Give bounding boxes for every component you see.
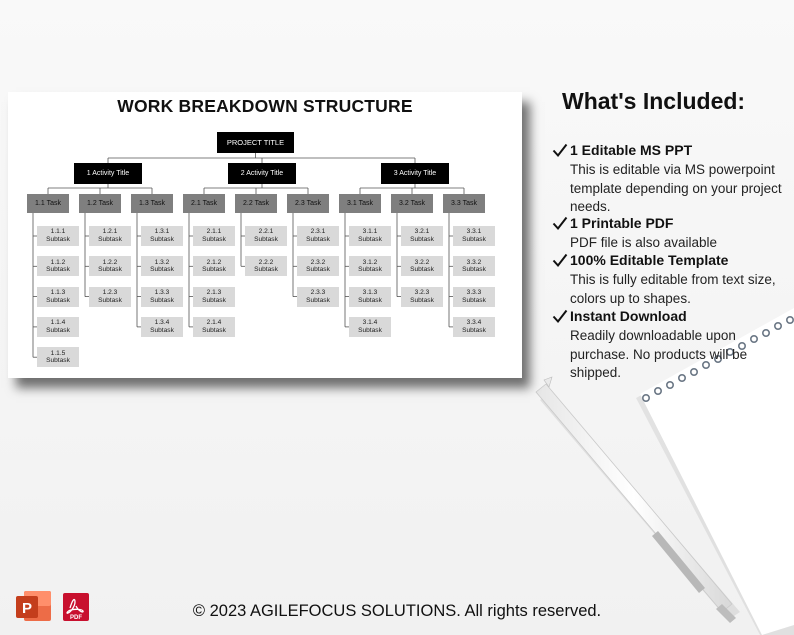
feature-description: This is fully editable from text size, colors up to shapes. bbox=[570, 272, 776, 306]
checkmark-icon bbox=[552, 308, 568, 324]
subtask-box bbox=[37, 347, 79, 367]
subtask-box bbox=[453, 226, 495, 246]
checkmark-icon bbox=[552, 142, 568, 158]
subtask-label: Subtask bbox=[46, 266, 70, 274]
subtask-label: Subtask bbox=[358, 236, 382, 243]
svg-text:P: P bbox=[21, 600, 33, 617]
subtask-label: Subtask bbox=[202, 296, 226, 304]
subtask-label: Subtask bbox=[462, 266, 486, 274]
subtask-box bbox=[193, 256, 235, 276]
subtask-label: Subtask bbox=[306, 266, 330, 274]
wbs-slide-preview bbox=[8, 92, 522, 378]
subtask-label: Subtask bbox=[254, 236, 278, 243]
subtask-box bbox=[37, 256, 79, 276]
subtask-box bbox=[349, 287, 391, 307]
feature-description: Readily downloadable upon purchase. No products will be shipped. bbox=[570, 328, 748, 380]
subtask-number: 3.1.2 bbox=[362, 258, 378, 266]
subtask-box bbox=[193, 317, 235, 337]
subtask-box bbox=[401, 226, 443, 246]
subtask-box bbox=[401, 256, 443, 276]
subtask-label: Subtask bbox=[462, 236, 486, 243]
subtask-number: 1.1.2 bbox=[50, 258, 66, 266]
subtask-label: Subtask bbox=[98, 266, 122, 274]
subtask-box bbox=[453, 287, 495, 307]
subtask-label: Subtask bbox=[150, 326, 174, 334]
subtask-box bbox=[141, 317, 183, 337]
subtask-number: 2.2.1 bbox=[258, 228, 274, 236]
subtask-label: Subtask bbox=[202, 326, 226, 334]
task-box: 3.1 Task bbox=[339, 194, 381, 213]
subtask-label: Subtask bbox=[306, 296, 330, 304]
subtask-number: 3.1.1 bbox=[362, 228, 378, 236]
subtask-number: 2.3.1 bbox=[310, 228, 326, 236]
subtask-box bbox=[89, 226, 131, 246]
subtask-number: 1.2.2 bbox=[102, 258, 118, 266]
subtask-label: Subtask bbox=[358, 326, 382, 334]
task-box: 1.2 Task bbox=[79, 194, 121, 213]
subtask-label: Subtask bbox=[150, 236, 174, 243]
subtask-number: 3.3.3 bbox=[466, 289, 482, 296]
checkmark-icon bbox=[552, 252, 568, 268]
subtask-box bbox=[349, 317, 391, 337]
subtask-box bbox=[245, 226, 287, 246]
whats-included-title: What's Included: bbox=[562, 88, 746, 114]
subtask-label: Subtask bbox=[254, 266, 278, 274]
subtask-number: 2.1.2 bbox=[206, 258, 222, 266]
subtask-box bbox=[141, 287, 183, 307]
subtask-number: 1.3.4 bbox=[154, 319, 170, 327]
subtask-label: Subtask bbox=[46, 326, 70, 334]
subtask-box bbox=[401, 287, 443, 307]
subtask-number: 3.1.3 bbox=[362, 289, 378, 296]
feature-title: 100% Editable Template bbox=[570, 252, 729, 268]
task-box: 2.1 Task bbox=[183, 194, 225, 213]
task-box: 3.2 Task bbox=[391, 194, 433, 213]
task-box: 1.1 Task bbox=[27, 194, 69, 213]
subtask-number: 1.2.1 bbox=[102, 228, 118, 236]
subtask-number: 3.3.4 bbox=[466, 319, 482, 327]
subtask-label: Subtask bbox=[46, 296, 70, 304]
subtask-label: Subtask bbox=[462, 326, 486, 334]
subtask-label: Subtask bbox=[462, 296, 486, 304]
subtask-box bbox=[453, 256, 495, 276]
subtask-number: 1.1.5 bbox=[50, 349, 66, 357]
subtask-number: 2.3.2 bbox=[310, 258, 326, 266]
subtask-number: 3.3.2 bbox=[466, 258, 482, 266]
subtask-number: 1.3.1 bbox=[154, 228, 170, 236]
copyright-notice: © 2023 AGILEFOCUS SOLUTIONS. All rights reserved. bbox=[192, 602, 602, 620]
subtask-label: Subtask bbox=[358, 266, 382, 274]
subtask-number: 3.3.1 bbox=[466, 228, 482, 236]
feature-title: 1 Printable PDF bbox=[570, 215, 674, 231]
subtask-number: 1.3.2 bbox=[154, 258, 170, 266]
subtask-box bbox=[89, 287, 131, 307]
subtask-box bbox=[193, 287, 235, 307]
subtask-box bbox=[141, 226, 183, 246]
subtask-label: Subtask bbox=[46, 357, 70, 365]
subtask-number: 3.2.1 bbox=[414, 228, 430, 236]
subtask-box bbox=[141, 256, 183, 276]
checkmark-icon bbox=[552, 215, 568, 231]
feature-description: This is editable via MS powerpoint template depending on your project needs. bbox=[570, 162, 782, 214]
subtask-number: 1.1.1 bbox=[50, 228, 66, 236]
subtask-number: 1.3.3 bbox=[154, 289, 170, 296]
task-box: 1.3 Task bbox=[131, 194, 173, 213]
svg-text:PDF: PDF bbox=[70, 615, 82, 621]
subtask-label: Subtask bbox=[98, 236, 122, 243]
subtask-number: 2.1.3 bbox=[206, 289, 222, 296]
subtask-box bbox=[349, 226, 391, 246]
activity-title-box: 1 Activity Title bbox=[74, 163, 142, 184]
subtask-label: Subtask bbox=[306, 236, 330, 243]
task-box: 3.3 Task bbox=[443, 194, 485, 213]
subtask-box bbox=[297, 287, 339, 307]
subtask-label: Subtask bbox=[410, 236, 434, 243]
subtask-box bbox=[349, 256, 391, 276]
activity-title-box: 3 Activity Title bbox=[381, 163, 449, 184]
feature-description: PDF file is also available bbox=[570, 235, 718, 250]
subtask-box bbox=[245, 256, 287, 276]
activity-title-box: 2 Activity Title bbox=[228, 163, 296, 184]
subtask-number: 3.2.3 bbox=[414, 289, 430, 296]
subtask-label: Subtask bbox=[410, 296, 434, 304]
subtask-label: Subtask bbox=[98, 296, 122, 304]
subtask-label: Subtask bbox=[150, 296, 174, 304]
subtask-number: 1.1.3 bbox=[50, 289, 66, 296]
subtask-number: 1.1.4 bbox=[50, 319, 66, 327]
subtask-label: Subtask bbox=[202, 266, 226, 274]
subtask-label: Subtask bbox=[358, 296, 382, 304]
subtask-number: 3.2.2 bbox=[414, 258, 430, 266]
subtask-box bbox=[453, 317, 495, 337]
task-box: 2.3 Task bbox=[287, 194, 329, 213]
subtask-box bbox=[89, 256, 131, 276]
subtask-number: 3.1.4 bbox=[362, 319, 378, 327]
subtask-box bbox=[297, 256, 339, 276]
subtask-label: Subtask bbox=[410, 266, 434, 274]
subtask-label: Subtask bbox=[46, 236, 70, 243]
feature-title: 1 Editable MS PPT bbox=[570, 142, 693, 158]
subtask-box bbox=[37, 317, 79, 337]
subtask-box bbox=[37, 226, 79, 246]
subtask-number: 2.1.4 bbox=[206, 319, 222, 327]
subtask-number: 1.2.3 bbox=[102, 289, 118, 296]
task-box: 2.2 Task bbox=[235, 194, 277, 213]
subtask-number: 2.3.3 bbox=[310, 289, 326, 296]
subtask-label: Subtask bbox=[150, 266, 174, 274]
project-title-box: PROJECT TITLE bbox=[217, 132, 294, 153]
feature-title: Instant Download bbox=[570, 308, 687, 324]
subtask-label: Subtask bbox=[202, 236, 226, 243]
subtask-number: 2.1.1 bbox=[206, 228, 222, 236]
wbs-title: WORK BREAKDOWN STRUCTURE bbox=[117, 96, 413, 116]
subtask-box bbox=[37, 287, 79, 307]
subtask-box bbox=[297, 226, 339, 246]
subtask-number: 2.2.2 bbox=[258, 258, 274, 266]
subtask-box bbox=[193, 226, 235, 246]
